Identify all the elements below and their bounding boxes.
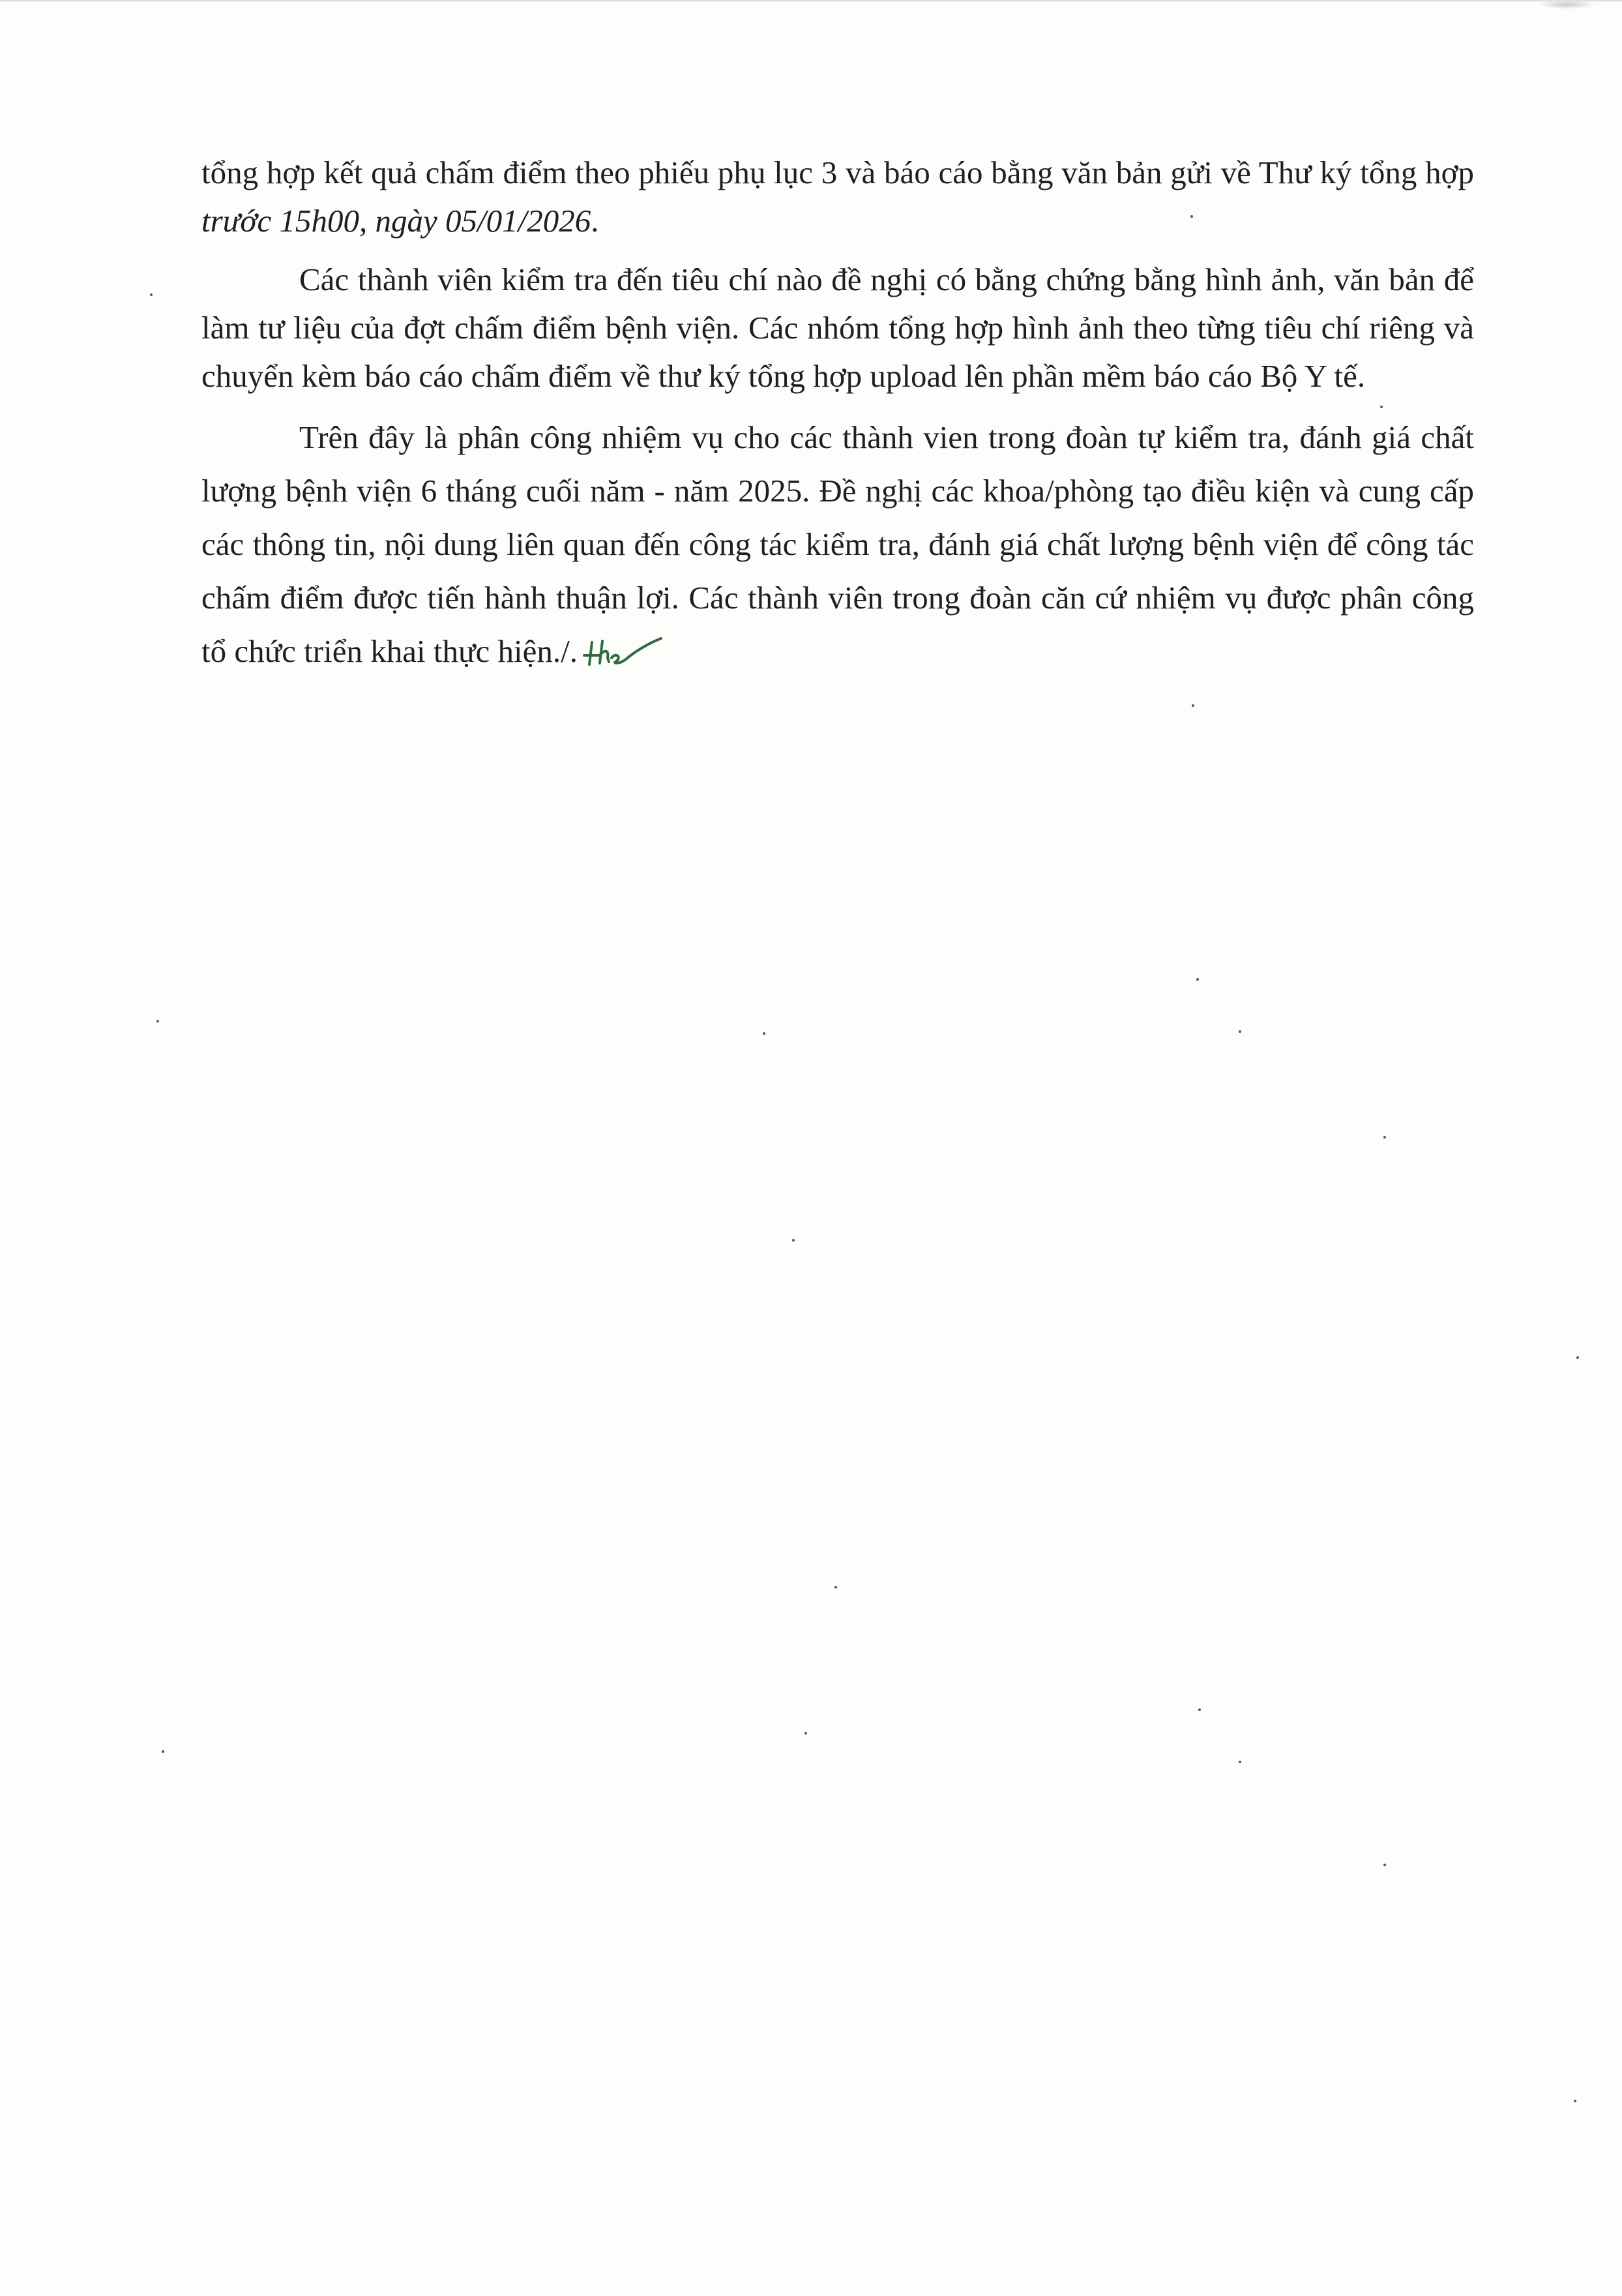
scan-speck xyxy=(1383,1864,1386,1866)
paragraph-evidence-images: Các thành viên kiểm tra đến tiêu chí nào đề nghị có bằng chứng bằng hình ảnh, văn bản để làm tư liệu của đợt chấm điểm bệnh viện. Các nhóm tổng hợp hình ảnh theo từng tiêu chí riêng và chuyển kèm báo cáo chấm điểm về thư ký tổng hợp upload lên phần mềm báo cáo Bộ Y tế. xyxy=(201,261,1474,394)
scan-speck xyxy=(1196,978,1199,981)
handwritten-initials xyxy=(580,629,665,671)
scan-speck xyxy=(1383,1136,1386,1139)
paragraph-1-text: tổng hợp kết quả chấm điểm theo phiếu phụ lục 3 và báo cáo bằng văn bản gửi về Thư ký tổng hợp xyxy=(201,155,1474,190)
scan-edge xyxy=(0,0,1622,3)
scan-smudge xyxy=(1537,0,1596,9)
document-body xyxy=(201,149,1474,678)
scan-speck xyxy=(1239,1030,1241,1033)
scan-speck xyxy=(150,293,153,296)
scan-speck xyxy=(1380,406,1383,408)
scan-speck xyxy=(1576,1356,1579,1359)
scan-speck xyxy=(792,1239,795,1242)
closing-text: Trên đây là phân công nhiệm vụ cho các thành vien trong đoàn tự kiểm tra, đánh giá chất lượng bệnh viện 6 tháng cuối năm - năm 2025. Đề nghị các khoa/phòng tạo điều kiện và cung cấp các thông tin, nội dung liên quan đến công tác kiểm tra, đánh giá chất lượng bệnh viện để công tác chấm điểm được tiến hành thuận lợi. Các thành viên trong đoàn căn cứ nhiệm vụ được phân công tổ chức triển khai thực hiện./. xyxy=(201,419,1474,669)
paragraph-report-deadline xyxy=(201,149,1474,245)
scan-speck xyxy=(1198,1708,1201,1711)
scan-speck xyxy=(1574,2100,1576,2102)
scan-speck xyxy=(834,1586,837,1588)
scan-speck xyxy=(1190,215,1193,218)
scan-speck xyxy=(763,1032,765,1035)
scan-speck xyxy=(162,1750,164,1753)
scan-speck xyxy=(1239,1761,1241,1763)
deadline-text: trước 15h00, ngày 05/01/2026 xyxy=(201,203,591,239)
paragraph-closing xyxy=(201,411,1474,678)
scan-speck xyxy=(1192,704,1194,707)
paragraph-1-end: . xyxy=(591,203,599,239)
scan-speck xyxy=(804,1732,807,1735)
scan-speck xyxy=(156,1020,159,1022)
